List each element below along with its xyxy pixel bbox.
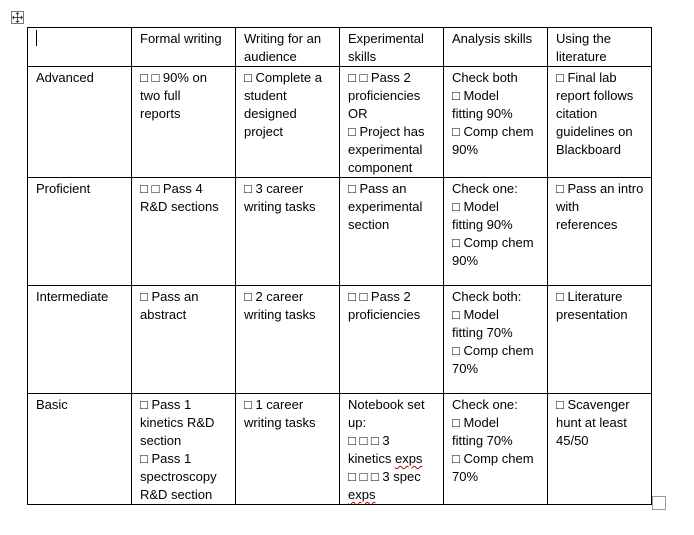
cell-text-line: □ Comp chem [452, 124, 534, 139]
rubric-cell[interactable] [236, 67, 340, 178]
cell-text-line: experimental [348, 199, 423, 214]
cell-text-line: hunt at least [556, 415, 627, 430]
table-row [28, 286, 652, 394]
level-cell[interactable] [28, 67, 132, 178]
cell-text-line: 90% [452, 142, 479, 157]
cell-text-line: section [140, 433, 182, 448]
spelling-error-mark[interactable]: exps [348, 487, 376, 502]
cell-text-line: citation [556, 106, 598, 121]
cell-text-line: writing tasks [244, 415, 316, 430]
rubric-cell[interactable] [444, 178, 548, 286]
cell-text-line: □ 2 career [244, 289, 304, 304]
cell-text-line: Check both: [452, 289, 522, 304]
cell-text-line: fitting 70% [452, 325, 513, 340]
cell-text-line: reports [140, 106, 181, 121]
cell-text-line: writing tasks [244, 199, 316, 214]
cell-text-line: □ Pass 1 [140, 451, 192, 466]
cell-text-line: OR [348, 106, 368, 121]
header-cell-writing-for-audience[interactable]: Writing for an audience [236, 28, 340, 67]
level-label: Proficient [36, 181, 91, 196]
cell-text-line: □ Complete a [244, 70, 322, 85]
cell-text-line: R&D section [140, 487, 213, 502]
header-cell-using-literature[interactable]: Using the literature [548, 28, 652, 67]
cell-text-line: fitting 90% [452, 106, 513, 121]
rubric-cell[interactable] [236, 178, 340, 286]
cell-text-line: component [348, 160, 413, 175]
cell-text-line: □ Model [452, 88, 499, 103]
header-cell-formal-writing[interactable]: Formal writing [132, 28, 236, 67]
cell-text-line: project [244, 124, 284, 139]
cell-text-line: □ □ □ 3 spec [348, 469, 421, 484]
cell-text-line: kinetics R&D [140, 415, 215, 430]
cell-text-line: 70% [452, 361, 479, 376]
cell-text-line: □ 3 career [244, 181, 304, 196]
cell-text-line: proficiencies [348, 88, 421, 103]
cell-text-line: with [556, 199, 580, 214]
table-move-handle-icon[interactable] [11, 11, 24, 24]
cell-text-line: □ Pass an intro [556, 181, 644, 196]
rubric-cell[interactable] [340, 67, 444, 178]
cell-text-line: writing tasks [244, 307, 316, 322]
cell-text-line [348, 486, 436, 504]
cell-text-line: □ Scavenger [556, 397, 630, 412]
level-cell[interactable] [28, 394, 132, 505]
cell-text-line: □ Final lab [556, 70, 617, 85]
cell-text-line: □ Comp chem [452, 343, 534, 358]
rubric-cell[interactable] [444, 286, 548, 394]
rubric-cell[interactable] [236, 286, 340, 394]
cell-text-line: □ 1 career [244, 397, 304, 412]
rubric-cell[interactable] [444, 67, 548, 178]
cell-text-line: 70% [452, 469, 479, 484]
rubric-cell[interactable] [340, 286, 444, 394]
cell-text-line: two full [140, 88, 181, 103]
cell-text-line: fitting 90% [452, 217, 513, 232]
cell-text-line: proficiencies [348, 307, 421, 322]
cell-text-line: Check one: [452, 397, 518, 412]
rubric-table [27, 27, 652, 505]
level-label: Basic [36, 397, 68, 412]
cell-text-line: section [348, 217, 390, 232]
rubric-cell[interactable] [236, 394, 340, 505]
rubric-cell[interactable] [340, 394, 444, 505]
rubric-cell[interactable] [548, 394, 652, 505]
level-cell[interactable] [28, 286, 132, 394]
rubric-cell[interactable] [132, 286, 236, 394]
table-header-row [28, 28, 652, 67]
cell-text-line: guidelines on [556, 124, 633, 139]
rubric-cell[interactable] [548, 286, 652, 394]
table-row [28, 67, 652, 178]
cell-text-line: □ □ Pass 4 [140, 181, 203, 196]
header-cell-experimental-skills[interactable]: Experimental skills [340, 28, 444, 67]
level-cell[interactable] [28, 178, 132, 286]
cell-text-line: Check one: [452, 181, 518, 196]
cell-text-line: student [244, 88, 287, 103]
cell-text-line: □ Comp chem [452, 235, 534, 250]
rubric-cell[interactable] [548, 178, 652, 286]
level-label: Intermediate [36, 289, 109, 304]
spelling-error-mark[interactable]: exps [394, 451, 423, 466]
rubric-cell[interactable] [132, 178, 236, 286]
cell-text-line: Check both [452, 70, 518, 85]
table-row [28, 178, 652, 286]
rubric-cell[interactable] [132, 394, 236, 505]
cell-text-line: report follows [556, 88, 634, 103]
cell-text-line: Notebook set [348, 397, 425, 412]
cell-text-line: R&D sections [140, 199, 219, 214]
level-label: Advanced [36, 70, 94, 85]
cell-text-line: □ Model [452, 307, 499, 322]
cell-text-line: kinetics exps [348, 451, 423, 466]
cell-text-line: up: [348, 415, 367, 430]
cell-text-line: Blackboard [556, 142, 622, 157]
cell-text-line: spectroscopy [140, 469, 217, 484]
cell-text-line: □ Model [452, 415, 499, 430]
header-cell-analysis-skills[interactable]: Analysis skills [444, 28, 548, 67]
cell-text-line: □ □ □ 3 [348, 433, 390, 448]
cell-text-line: □ □ 90% on [140, 70, 208, 85]
text-cursor [36, 30, 37, 46]
cell-text-line: □ Literature [556, 289, 623, 304]
cell-text-line: experimental [348, 142, 423, 157]
rubric-cell[interactable] [444, 394, 548, 505]
cell-text-line: 90% [452, 253, 479, 268]
table-row [28, 394, 652, 505]
cell-text-line: □ Pass 1 [140, 397, 192, 412]
header-cell-empty[interactable] [28, 28, 132, 67]
cell-text-line: □ □ Pass 2 [348, 70, 411, 85]
cell-text-line: □ □ Pass 2 [348, 289, 411, 304]
cell-text-line: fitting 70% [452, 433, 513, 448]
table-resize-handle-icon[interactable] [652, 496, 666, 510]
cell-text-line: references [556, 217, 618, 232]
cell-text-line: □ Pass an [140, 289, 199, 304]
cell-text-line: □ Pass an [348, 181, 407, 196]
rubric-cell[interactable] [548, 67, 652, 178]
cell-text-line: □ Comp chem [452, 451, 534, 466]
cell-text-line: designed [244, 106, 297, 121]
rubric-cell[interactable] [340, 178, 444, 286]
cell-text-line: □ Model [452, 199, 499, 214]
cell-text-line: 45/50 [556, 433, 589, 448]
rubric-cell[interactable] [132, 67, 236, 178]
cell-text-line: abstract [140, 307, 187, 322]
cell-text-line: presentation [556, 307, 628, 322]
cell-text-line: □ Project has [348, 124, 425, 139]
